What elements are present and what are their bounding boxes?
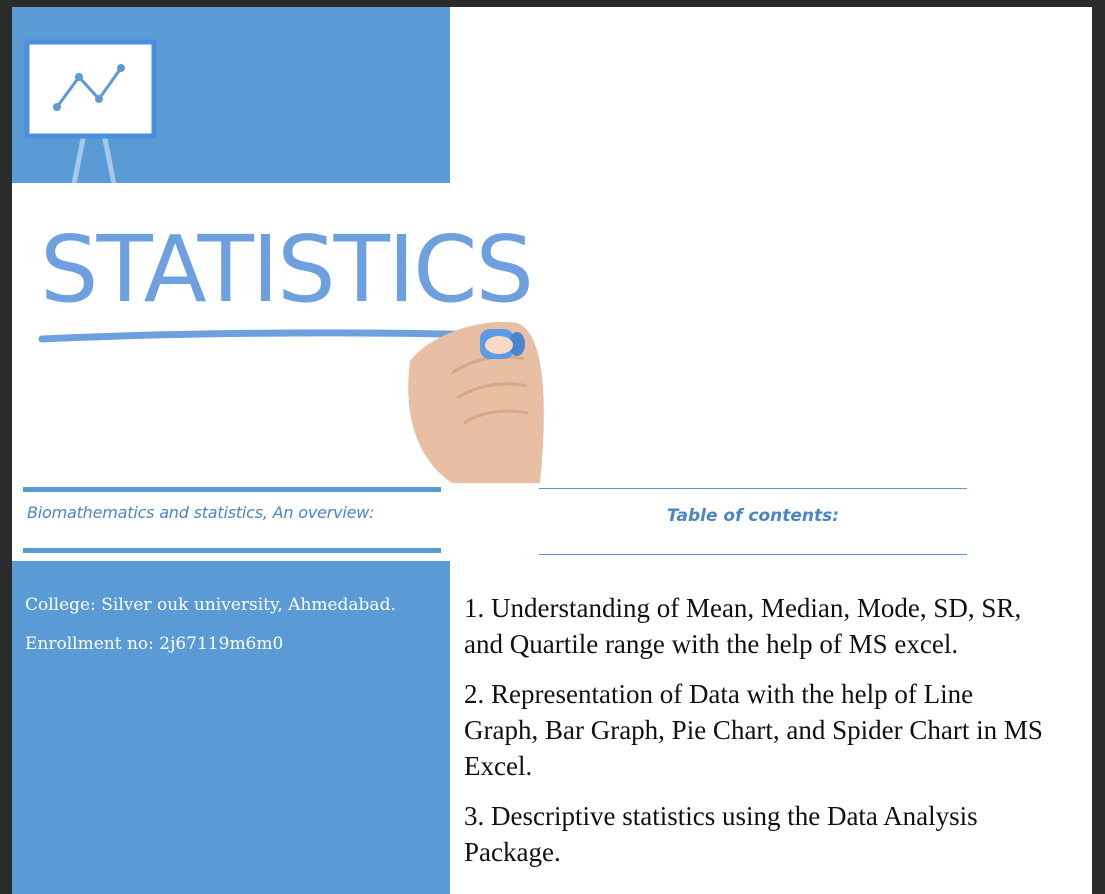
overview-heading: Biomathematics and statistics, An overview: [27, 503, 375, 522]
hand-with-marker-icon [408, 322, 544, 483]
header-panel [12, 7, 450, 183]
toc-item: 1. Understanding of Mean, Median, Mode, SD, SR, and Quartile range with the help of MS excel. [464, 593, 1022, 659]
document-page [12, 7, 1092, 894]
toc-item: 3. Descriptive statistics using the Data Analysis Package. [464, 801, 978, 867]
line-chart-easel-icon [24, 39, 159, 184]
toc-list [464, 590, 1044, 884]
statistics-hero-illustration [12, 183, 572, 483]
divider [23, 487, 441, 492]
divider [539, 488, 967, 489]
divider [23, 548, 441, 553]
college-text: College: Silver ouk university, Ahmedabad. [25, 595, 396, 615]
divider [539, 554, 967, 555]
info-panel [12, 561, 450, 894]
statistics-title-art: STATISTICS [40, 216, 532, 323]
toc-item: 2. Representation of Data with the help of Line Graph, Bar Graph, Pie Chart, and Spider Chart in MS Excel. [464, 679, 1043, 781]
enrollment-text: Enrollment no: 2j67119m6m0 [25, 634, 284, 654]
toc-heading: Table of contents: [666, 506, 840, 526]
